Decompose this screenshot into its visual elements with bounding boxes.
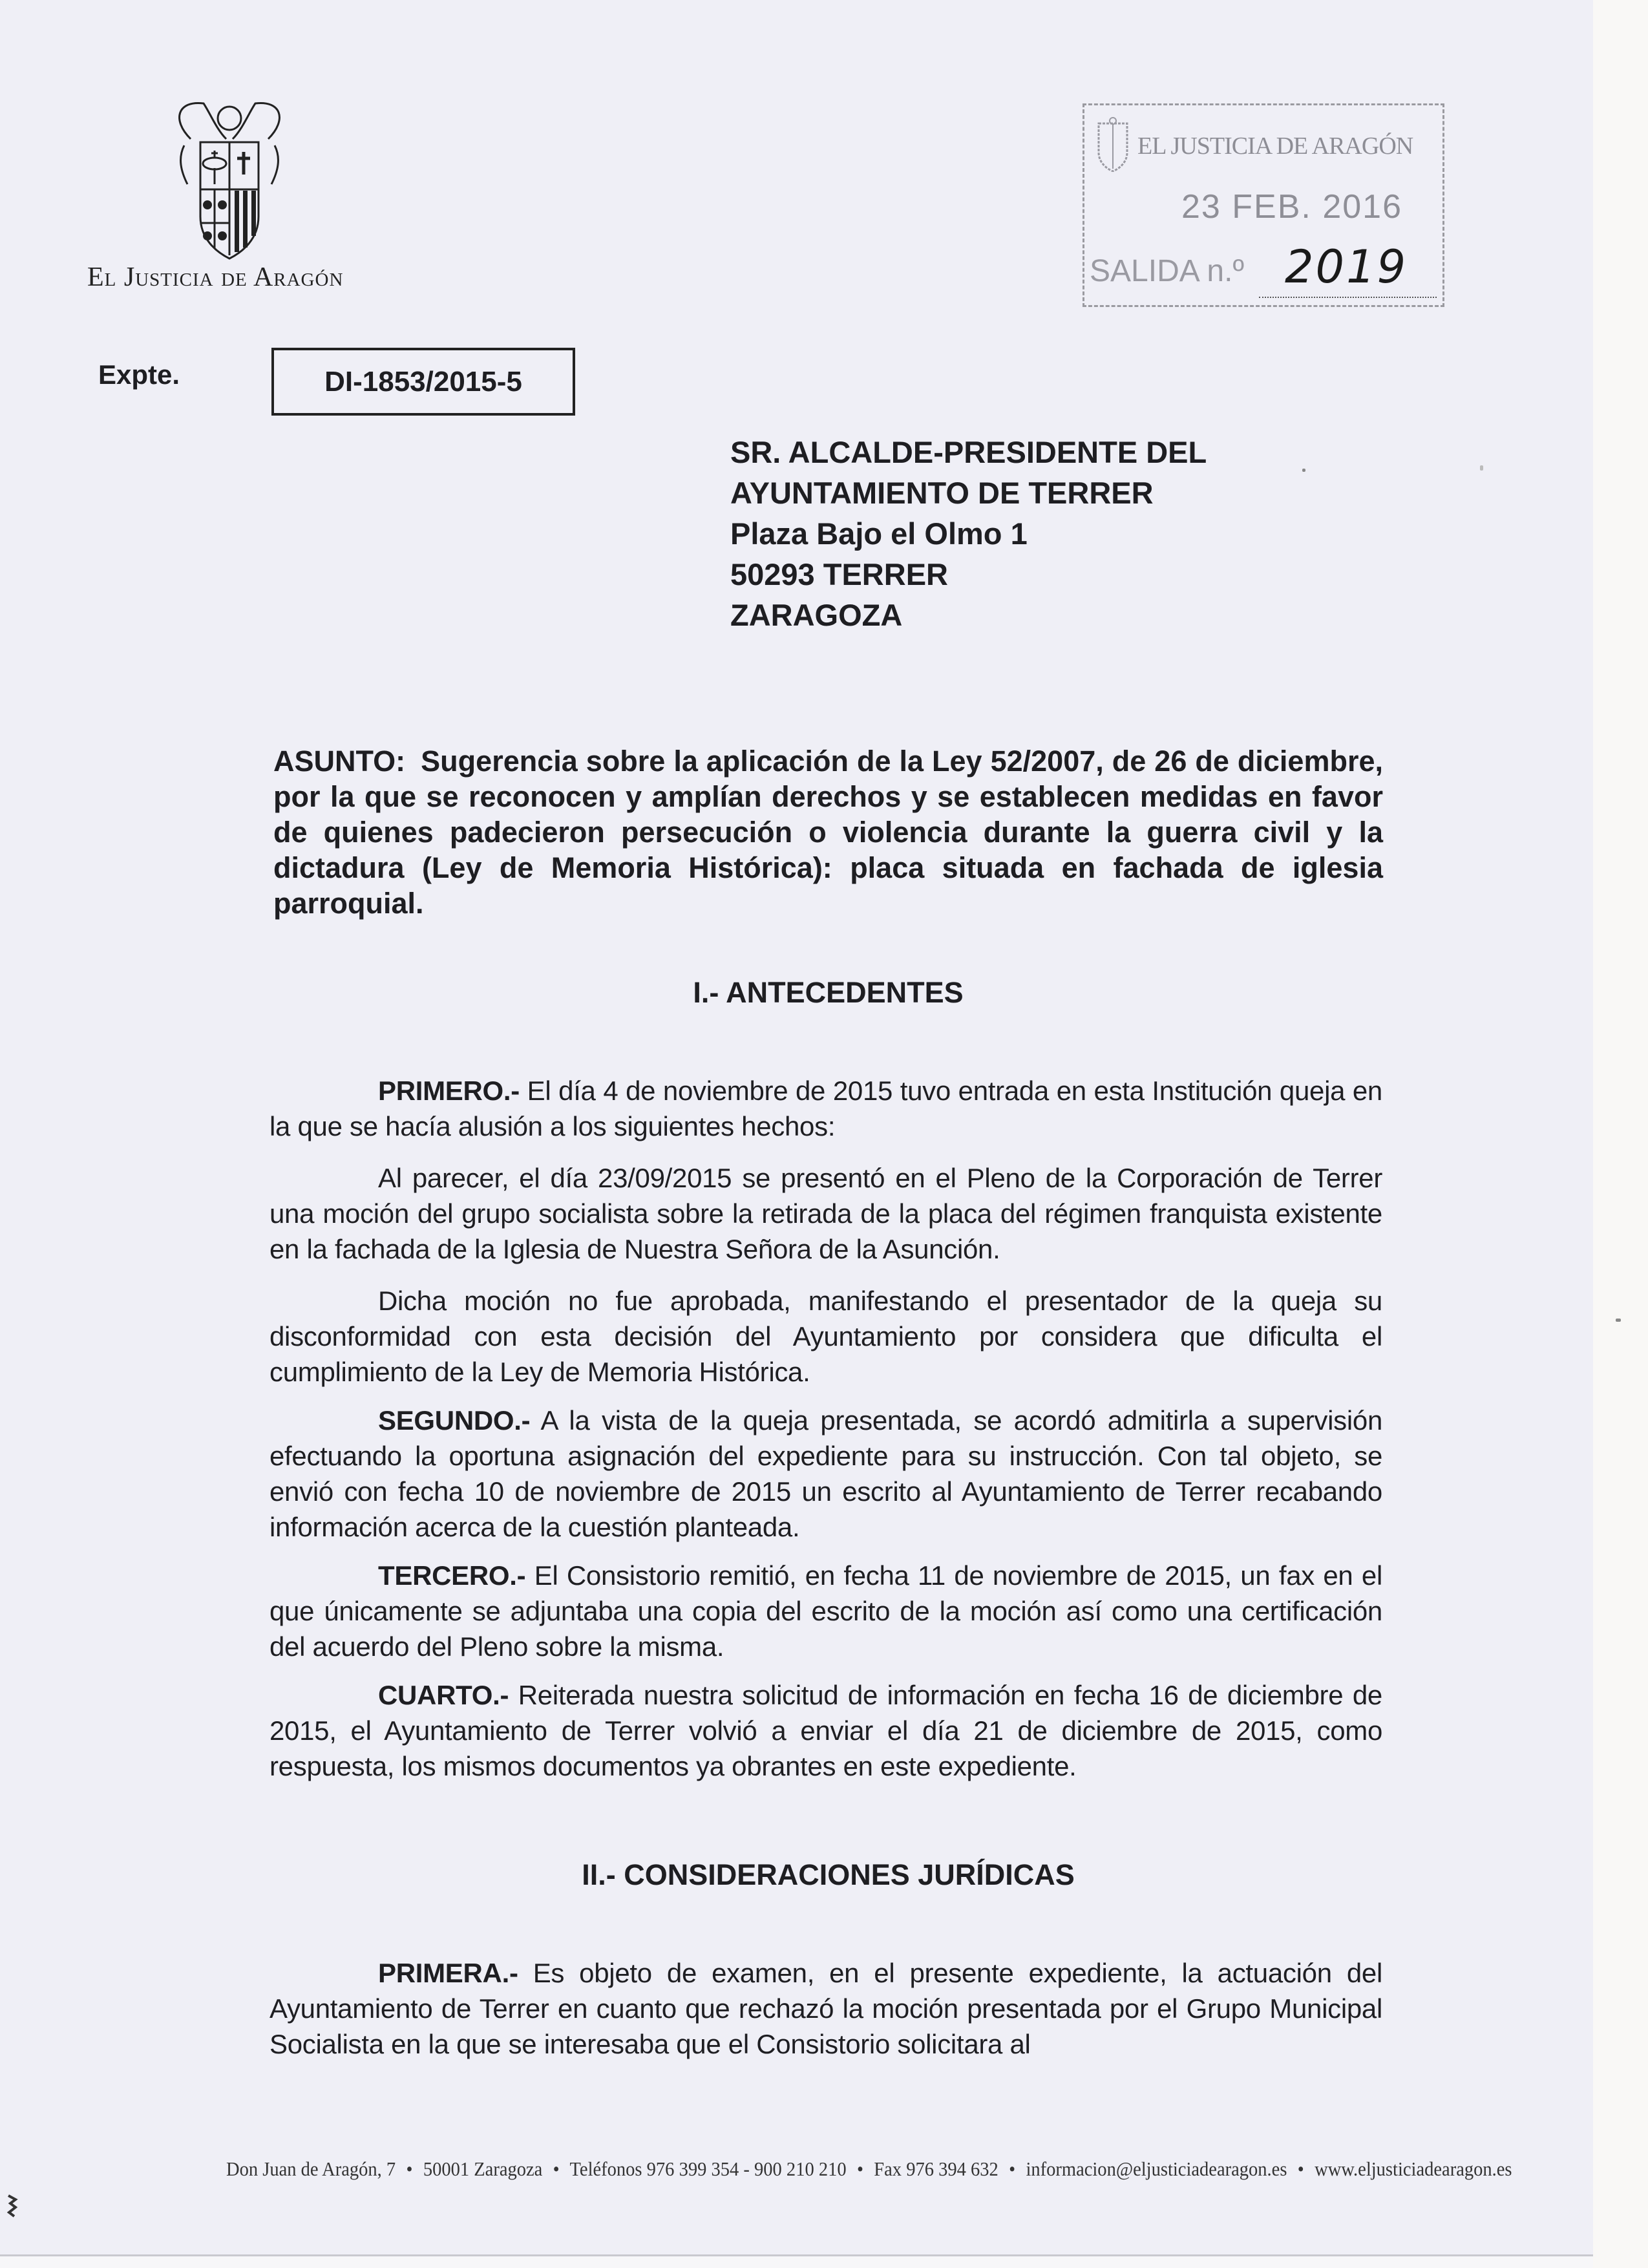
stamp-crest-icon	[1096, 117, 1130, 172]
expediente-label: Expte.	[98, 359, 180, 390]
stamp-handwritten-number: 2019	[1285, 240, 1408, 293]
paragraph-mocion	[269, 1283, 1382, 1390]
paragraph-lead: PRIMERO.-	[378, 1076, 520, 1106]
scan-speck	[1616, 1319, 1621, 1322]
recipient-address	[730, 432, 1207, 635]
stamp-underline	[1259, 297, 1437, 298]
footer-fax: Fax 976 394 632	[874, 2157, 998, 2180]
scan-margin	[1593, 0, 1648, 2268]
staple-mark-icon	[6, 2194, 18, 2220]
footer-separator: •	[1009, 2157, 1016, 2180]
paragraph-cuarto	[269, 1677, 1382, 1784]
footer-separator: •	[856, 2157, 863, 2180]
paragraph-text: El Consistorio remitió, en fecha 11 de noviembre de 2015, un fax en el que únicamente se adjuntaba una copia del escrito de la moción así como una certificación del acuerdo del Pleno sobre la misma.	[269, 1560, 1382, 1662]
paragraph-primero	[269, 1073, 1382, 1144]
page-edge	[0, 2254, 1593, 2256]
paragraph-text: El día 4 de noviembre de 2015 tuvo entrada en esta Institución queja en la que se hacía alusión a los siguientes hechos:	[269, 1076, 1382, 1141]
footer-city: 50001 Zaragoza	[423, 2157, 543, 2180]
subject-text: Sugerencia sobre la aplicación de la Ley 52/2007, de 26 de diciembre, por la que se reconocen y amplían derechos y se establecen medidas en favor de quienes padecieron persecución o violencia durante la guerra civil y la dictadura (Ley de Memoria Histórica): placa situada en fachada de iglesia parroquial.	[273, 745, 1383, 920]
paragraph-tercero	[269, 1558, 1382, 1664]
footer-website[interactable]: www.eljusticiadearagon.es	[1315, 2157, 1512, 2180]
section-title-consideraciones: II.- CONSIDERACIONES JURÍDICAS	[582, 1858, 1075, 1891]
footer-contact	[226, 2157, 1512, 2181]
footer-separator: •	[406, 2157, 413, 2180]
coat-of-arms-logo	[165, 94, 294, 262]
recipient-line: SR. ALCALDE-PRESIDENTE DEL	[730, 435, 1207, 469]
paragraph-segundo	[269, 1403, 1382, 1545]
footer-email[interactable]: informacion@eljusticiadearagon.es	[1026, 2157, 1287, 2180]
paragraph-lead: CUARTO.-	[378, 1680, 509, 1710]
expediente-number-box	[271, 348, 575, 416]
organization-name: El Justicia de Aragón	[87, 262, 344, 292]
recipient-line: ZARAGOZA	[730, 598, 903, 632]
paragraph-text: Al parecer, el día 23/09/2015 se presentó en el Pleno de la Corporación de Terrer una moción del grupo socialista sobre la retirada de la placa del régimen franquista existente en la fachada de la Iglesia de Nuestra Señora de la Asunción.	[269, 1163, 1382, 1264]
recipient-line: Plaza Bajo el Olmo 1	[730, 516, 1028, 551]
section-title-antecedentes: I.- ANTECEDENTES	[693, 976, 964, 1009]
footer-separator: •	[553, 2157, 560, 2180]
paragraph-hechos	[269, 1160, 1382, 1267]
stamp-date: 23 FEB. 2016	[1181, 188, 1402, 226]
paragraph-text: Dicha moción no fue aprobada, manifestando el presentador de la queja su disconformidad con esta decisión del Ayuntamiento por considera que dificulta el cumplimiento de la Ley de Memoria Histórica.	[269, 1286, 1382, 1387]
scan-speck	[1302, 469, 1305, 472]
stamp-salida-label: SALIDA n.º	[1090, 254, 1244, 288]
footer-address: Don Juan de Aragón, 7	[226, 2157, 396, 2180]
stamp-title: EL JUSTICIA DE ARAGÓN	[1137, 132, 1413, 160]
paragraph-lead: TERCERO.-	[378, 1560, 526, 1591]
subject-block	[273, 743, 1383, 921]
recipient-line: 50293 TERRER	[730, 557, 948, 591]
paragraph-primera	[269, 1955, 1382, 2062]
paragraph-text: Es objeto de examen, en el presente expediente, la actuación del Ayuntamiento de Terrer en cuanto que rechazó la moción presentada por el Grupo Municipal Socialista en la que se interesaba que el Consistorio solicitara al	[269, 1958, 1382, 2059]
subject-label: ASUNTO:	[273, 745, 406, 778]
paragraph-lead: SEGUNDO.-	[378, 1405, 531, 1436]
paragraph-lead: PRIMERA.-	[378, 1958, 518, 1988]
paragraph-text: Reiterada nuestra solicitud de información en fecha 16 de diciembre de 2015, el Ayuntamiento de Terrer volvió a enviar el día 21 de diciembre de 2015, como respuesta, los mismos documentos ya obrantes en este expediente.	[269, 1680, 1382, 1781]
expediente-number: DI-1853/2015-5	[324, 365, 522, 397]
recipient-line: AYUNTAMIENTO DE TERRER	[730, 476, 1154, 510]
scan-speck	[1480, 465, 1483, 471]
paragraph-text: A la vista de la queja presentada, se acordó admitirla a supervisión efectuando la oportuna asignación del expediente para su instrucción. Con tal objeto, se envió con fecha 10 de noviembre de 2015 un escrito al Ayuntamiento de Terrer recabando información acerca de la cuestión planteada.	[269, 1405, 1382, 1542]
footer-phones: Teléfonos 976 399 354 - 900 210 210	[569, 2157, 847, 2180]
footer-separator: •	[1297, 2157, 1304, 2180]
registry-stamp	[1083, 103, 1444, 307]
